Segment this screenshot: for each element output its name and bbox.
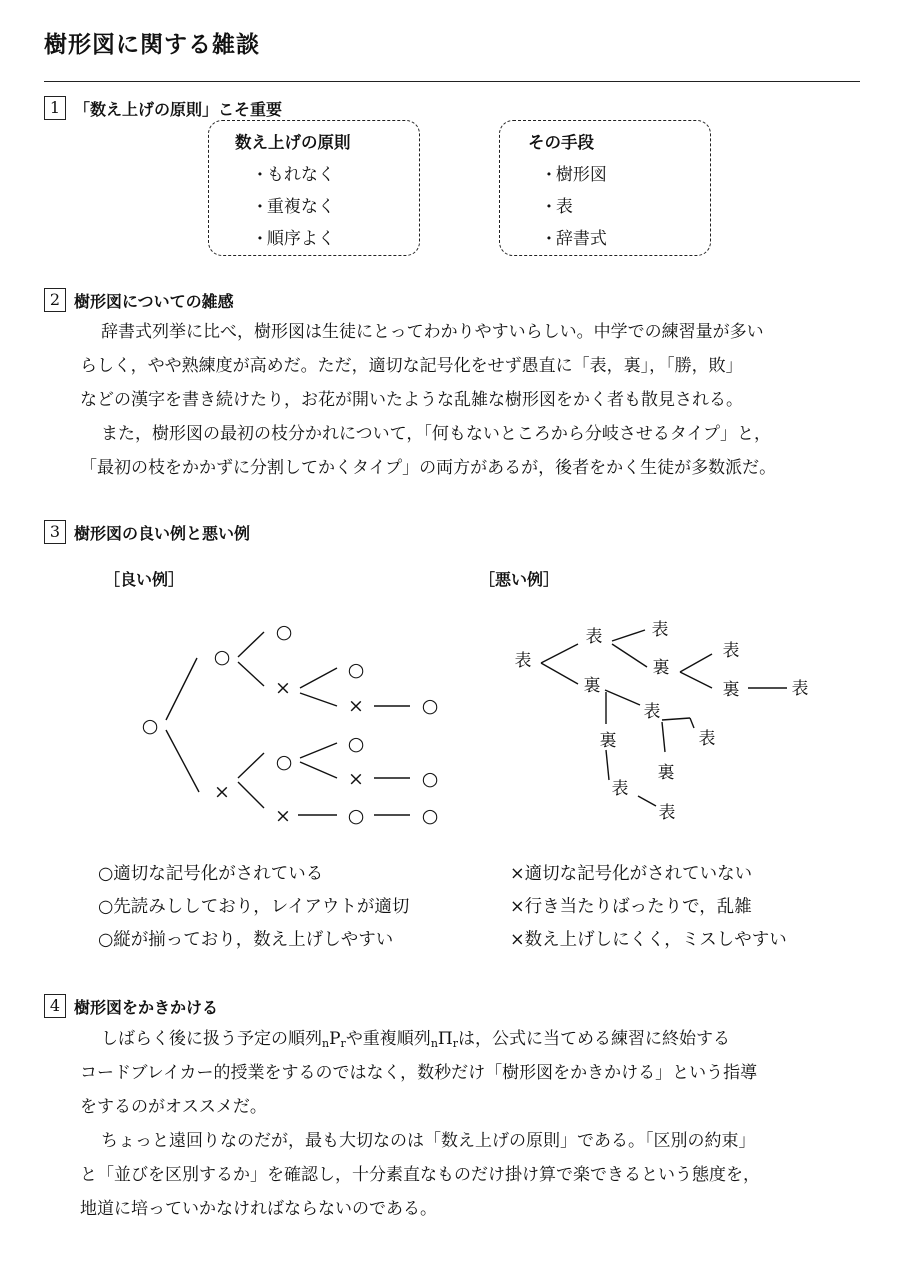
good-note: ○縦が揃っており，数え上げしやすい xyxy=(98,930,394,950)
subscript-r: r xyxy=(340,1037,346,1050)
node-cross: × xyxy=(214,781,230,803)
good-example-label: ［良い例］ xyxy=(104,570,185,589)
node-circle: ○ xyxy=(347,733,365,755)
method-item: · 辞書式 xyxy=(546,224,607,249)
paragraph-line: と「並びを区別するか」を確認し，十分素直なものだけ掛け算で楽できるという態度を， xyxy=(80,1165,760,1185)
method-item: · 樹形図 xyxy=(546,160,607,185)
node-cross: × xyxy=(275,805,291,827)
node-omote: 表 xyxy=(585,627,603,647)
paragraph-line: ちょっと遠回りなのだが，最も大切なのは「数え上げの原則」である。「区別の約束」 xyxy=(101,1131,756,1151)
bad-example-label: ［悪い例］ xyxy=(479,570,560,589)
node-circle: ○ xyxy=(421,695,439,717)
node-omote: 表 xyxy=(514,651,532,671)
subscript-n: n xyxy=(322,1037,330,1050)
method-box-heading: その手段 xyxy=(528,133,594,152)
page-title: 樹形図に関する雑談 xyxy=(44,32,260,58)
bad-note: ×数え上げしにくく，ミスしやすい xyxy=(510,930,787,950)
method-box xyxy=(499,120,711,256)
node-omote: 表 xyxy=(658,803,676,823)
good-note: ○適切な記号化がされている xyxy=(98,864,324,884)
principle-item: · もれなく xyxy=(257,160,335,185)
node-omote: 表 xyxy=(643,702,661,722)
text-segment: しばらく後に扱う予定の順列 xyxy=(101,1029,322,1049)
principle-box xyxy=(208,120,420,256)
title-rule xyxy=(44,81,860,82)
node-ura: 裏 xyxy=(583,676,601,696)
section2-number: 2 xyxy=(44,288,66,312)
node-cross: × xyxy=(275,677,291,699)
principle-box-heading: 数え上げの原則 xyxy=(235,133,351,152)
section4-number: 4 xyxy=(44,994,66,1018)
paragraph-line: 辞書式列挙に比べ，樹形図は生徒にとってわかりやすいらしい。中学での練習量が多い xyxy=(101,322,764,342)
paragraph-line: らしく，やや熟練度が高めだ。ただ，適切な記号化をせず愚直に「表，裏」，「勝，敗」 xyxy=(80,356,743,376)
paragraph-line: コードブレイカー的授業をするのではなく，数秒だけ「樹形図をかきかける」という指導 xyxy=(80,1063,758,1083)
paragraph-line: 地道に培っていかなければならないのである。 xyxy=(80,1199,437,1219)
section2-title: 樹形図についての雑感 xyxy=(74,291,234,311)
node-circle: ○ xyxy=(347,659,365,681)
repeated-permutation-symbol: Π xyxy=(437,1029,453,1049)
paragraph-line: をするのがオススメだ。 xyxy=(80,1097,267,1117)
section3-heading xyxy=(44,520,250,544)
node-ura: 裏 xyxy=(657,763,675,783)
node-circle: ○ xyxy=(141,715,159,737)
section1-number: 1 xyxy=(44,96,66,120)
principle-item: · 重複なく xyxy=(257,192,335,217)
paragraph-line: などの漢字を書き続けたり，お花が開いたような乱雑な樹形図をかく者も散見される。 xyxy=(80,390,743,410)
node-omote: 表 xyxy=(698,729,716,749)
bad-tree-diagram xyxy=(0,600,905,840)
method-item: · 表 xyxy=(546,192,573,217)
node-omote: 表 xyxy=(651,620,669,640)
paragraph-line: 「最初の枝をかかずに分割してかくタイプ」の両方があるが，後者をかく生徒が多数派だ。 xyxy=(80,458,777,478)
node-circle: ○ xyxy=(421,768,439,790)
text-segment: は，公式に当てめる練習に終始する xyxy=(458,1029,730,1049)
section4-title: 樹形図をかきかける xyxy=(74,997,219,1017)
node-omote: 表 xyxy=(722,641,740,661)
subscript-r: r xyxy=(452,1037,458,1050)
text-segment: や重複順列 xyxy=(345,1029,431,1049)
section3-number: 3 xyxy=(44,520,66,544)
principle-item: · 順序よく xyxy=(257,224,335,249)
node-circle: ○ xyxy=(421,805,439,827)
node-omote: 表 xyxy=(611,779,629,799)
subscript-n: n xyxy=(430,1037,438,1050)
bad-note: ×適切な記号化がされていない xyxy=(510,864,753,884)
good-note: ○先読みししており，レイアウトが適切 xyxy=(98,897,410,917)
section4-heading xyxy=(44,994,218,1018)
section1-heading xyxy=(44,96,282,120)
node-cross: × xyxy=(348,695,364,717)
section1-title: 「数え上げの原則」こそ重要 xyxy=(74,99,283,119)
node-omote: 表 xyxy=(791,679,809,699)
paragraph-line: また，樹形図の最初の枝分かれについて，「何もないところから分岐させるタイプ」と， xyxy=(101,424,771,444)
node-ura: 裏 xyxy=(652,658,670,678)
permutation-symbol: P xyxy=(329,1029,341,1049)
node-ura: 裏 xyxy=(599,731,617,751)
bad-note: ×行き当たりばったりで，乱雑 xyxy=(510,897,752,917)
node-circle: ○ xyxy=(213,646,231,668)
node-ura: 裏 xyxy=(722,680,740,700)
section3-title: 樹形図の良い例と悪い例 xyxy=(74,523,251,543)
node-circle: ○ xyxy=(275,751,293,773)
node-cross: × xyxy=(348,768,364,790)
node-circle: ○ xyxy=(275,621,293,643)
node-circle: ○ xyxy=(347,805,365,827)
section2-heading xyxy=(44,288,234,312)
